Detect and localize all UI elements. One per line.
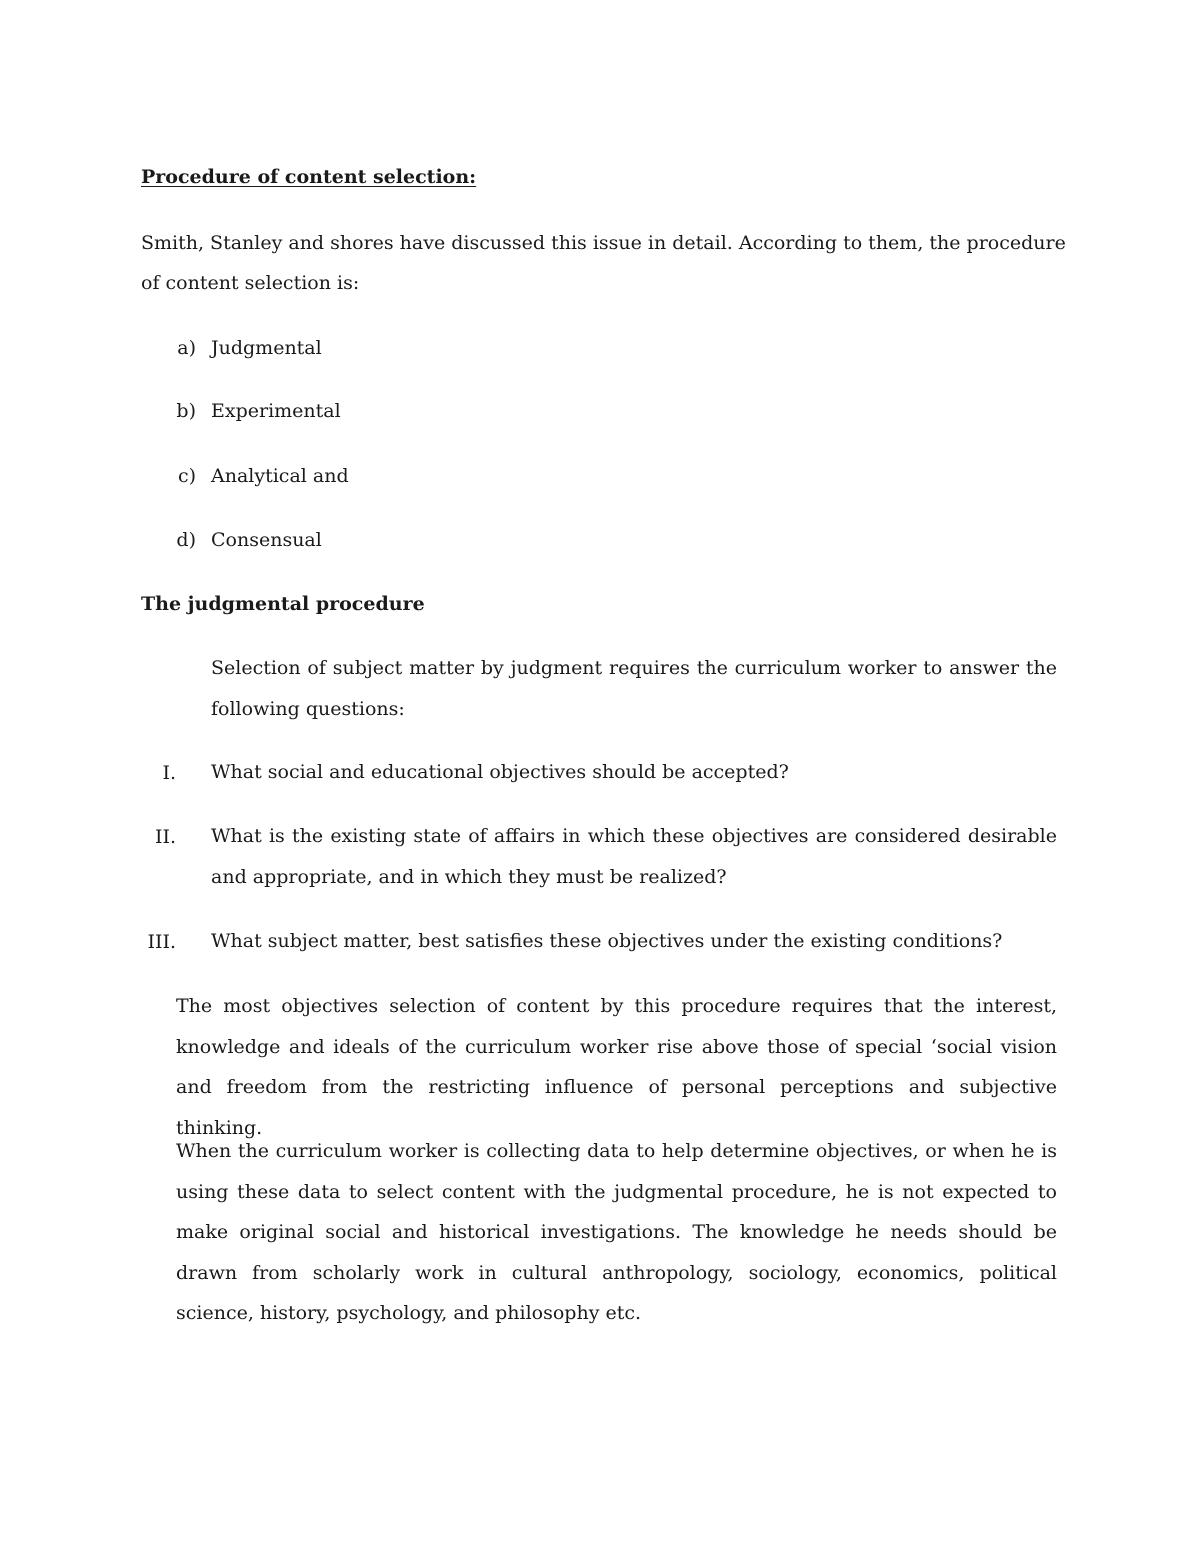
list-item-judgmental: Judgmental [211,337,322,359]
body-paragraph-objectives: The most objectives selection of content by this procedure requires that the interest, knowledge and ideals of the curriculum worker rise above those of special ‘social vision and freedom from the restricting influence of personal perceptions and subjective thinking. [176,995,1057,1139]
list-item-consensual: Consensual [211,529,322,551]
list-item-analytical: Analytical and [211,465,349,487]
question-item-2: What is the existing state of affairs in which these objectives are considered desirable and appropriate, and in which they must be realized? [211,825,1057,888]
list-marker-d: d) [176,529,196,551]
question-item-1: What social and educational objectives should be accepted? [211,761,789,783]
list-item-experimental: Experimental [211,400,341,422]
judgmental-intro-paragraph: Selection of subject matter by judgment requires the curriculum worker to answer the following questions: [211,657,1057,720]
question-marker-i: I. [162,762,176,784]
list-marker-a: a) [177,337,196,359]
intro-line-1: Smith, Stanley and shores have discussed this issue in detail. According to them, the procedure [141,232,1066,254]
section-heading-judgmental-procedure: The judgmental procedure [141,593,425,615]
list-marker-b: b) [176,400,196,422]
intro-line-2: of content selection is: [141,272,360,294]
question-marker-iii: III. [147,931,176,953]
section-heading-content-selection: Procedure of content selection: [141,166,477,188]
body-paragraph-data-collection: When the curriculum worker is collecting data to help determine objectives, or when he is using these data to select content with the judgmental procedure, he is not expected to make original social and historical investigations. The knowledge he needs should be drawn from scholarly work in cultural anthropology, sociology, economics, political science, history, psychology, and philosophy etc. [176,1140,1057,1324]
question-marker-ii: II. [154,826,176,848]
question-item-3: What subject matter, best satisfies these objectives under the existing conditions? [211,930,1003,952]
list-marker-c: c) [177,465,196,487]
